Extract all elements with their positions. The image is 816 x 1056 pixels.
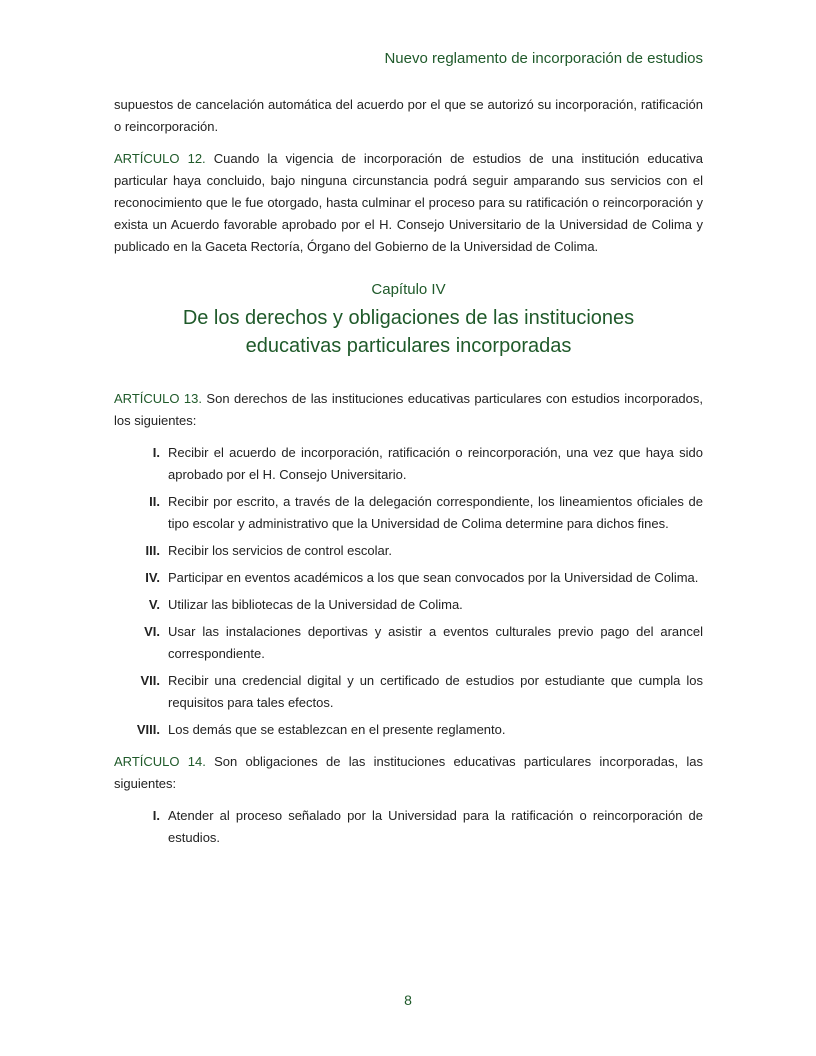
list-item bbox=[114, 567, 703, 589]
list-numeral: I. bbox=[152, 808, 160, 823]
list-numeral: II. bbox=[149, 494, 160, 509]
article-12-label: ARTÍCULO 12. bbox=[114, 151, 206, 166]
article-13-paragraph bbox=[114, 388, 703, 432]
list-item-text: Los demás que se establezcan en el presente reglamento. bbox=[168, 722, 506, 737]
chapter-title-line-1: De los derechos y obligaciones de las instituciones bbox=[182, 307, 635, 329]
list-numeral: III. bbox=[145, 543, 160, 558]
list-item-text: Utilizar las bibliotecas de la Universidad de Colima. bbox=[168, 597, 463, 612]
article-13-label: ARTÍCULO 13. bbox=[114, 391, 202, 406]
running-header: Nuevo reglamento de incorporación de estudios bbox=[384, 50, 703, 67]
list-item bbox=[114, 594, 703, 616]
list-numeral: I. bbox=[152, 445, 160, 460]
article-14-list bbox=[114, 805, 703, 849]
list-item bbox=[114, 442, 703, 486]
list-item-text: Participar en eventos académicos a los que sean convocados por la Universidad de Colima. bbox=[168, 570, 699, 585]
list-numeral: IV. bbox=[145, 570, 160, 585]
chapter-title-line-2: educativas particulares incorporadas bbox=[245, 335, 572, 357]
article-14-label: ARTÍCULO 14. bbox=[114, 754, 206, 769]
page-number: 8 bbox=[404, 992, 412, 1008]
article-14-text: Son obligaciones de las instituciones educativas particulares incorporadas, las siguientes: bbox=[114, 754, 703, 791]
section-spacer bbox=[114, 360, 703, 388]
list-item-text: Recibir los servicios de control escolar. bbox=[168, 543, 392, 558]
article-14-paragraph bbox=[114, 751, 703, 795]
list-item bbox=[114, 491, 703, 535]
list-item bbox=[114, 670, 703, 714]
list-numeral: V. bbox=[148, 597, 160, 612]
list-item-text: Usar las instalaciones deportivas y asistir a eventos culturales previo pago del arancel correspondiente. bbox=[168, 624, 703, 661]
list-numeral: VI. bbox=[144, 624, 160, 639]
list-item-text: Recibir una credencial digital y un certificado de estudios por estudiante que cumpla los requisitos para tales efectos. bbox=[168, 673, 703, 710]
list-item-text: Atender al proceso señalado por la Universidad para la ratificación o reincorporación de estudios. bbox=[168, 808, 703, 845]
list-item bbox=[114, 719, 703, 741]
page-content bbox=[114, 94, 703, 859]
chapter-heading bbox=[114, 280, 703, 360]
list-item bbox=[114, 540, 703, 562]
article-12-text: Cuando la vigencia de incorporación de estudios de una institución educativa particular haya concluido, bajo ninguna circunstancia podrá seguir amparando sus servicios con el reconocimiento que le fue otorgado, hasta culminar el proceso para su ratificación o reincorporación y exista un Acuerdo favorable aprobado por el H. Consejo Universitario de la Universidad de Colima y publicado en la Gaceta Rectoría, Órgano del Gobierno de la Universidad de Colima. bbox=[114, 151, 704, 254]
intro-paragraph: supuestos de cancelación automática del acuerdo por el que se autorizó su incorporación, ratificación o reincorporación. bbox=[114, 97, 703, 134]
chapter-number: Capítulo IV bbox=[371, 281, 446, 298]
list-item-text: Recibir el acuerdo de incorporación, ratificación o reincorporación, una vez que haya sido aprobado por el H. Consejo Universitario. bbox=[168, 445, 703, 482]
article-13-list bbox=[114, 442, 703, 741]
article-13-text: Son derechos de las instituciones educativas particulares con estudios incorporados, los siguientes: bbox=[114, 391, 703, 428]
article-12-paragraph bbox=[114, 148, 703, 258]
list-item bbox=[114, 805, 703, 849]
list-item bbox=[114, 621, 703, 665]
chapter-title bbox=[114, 304, 703, 360]
list-item-text: Recibir por escrito, a través de la delegación correspondiente, los lineamientos oficiales de tipo escolar y administrativo que la Universidad de Colima determine para dichos fines. bbox=[168, 494, 703, 531]
list-numeral: VIII. bbox=[136, 722, 160, 737]
list-numeral: VII. bbox=[140, 673, 160, 688]
